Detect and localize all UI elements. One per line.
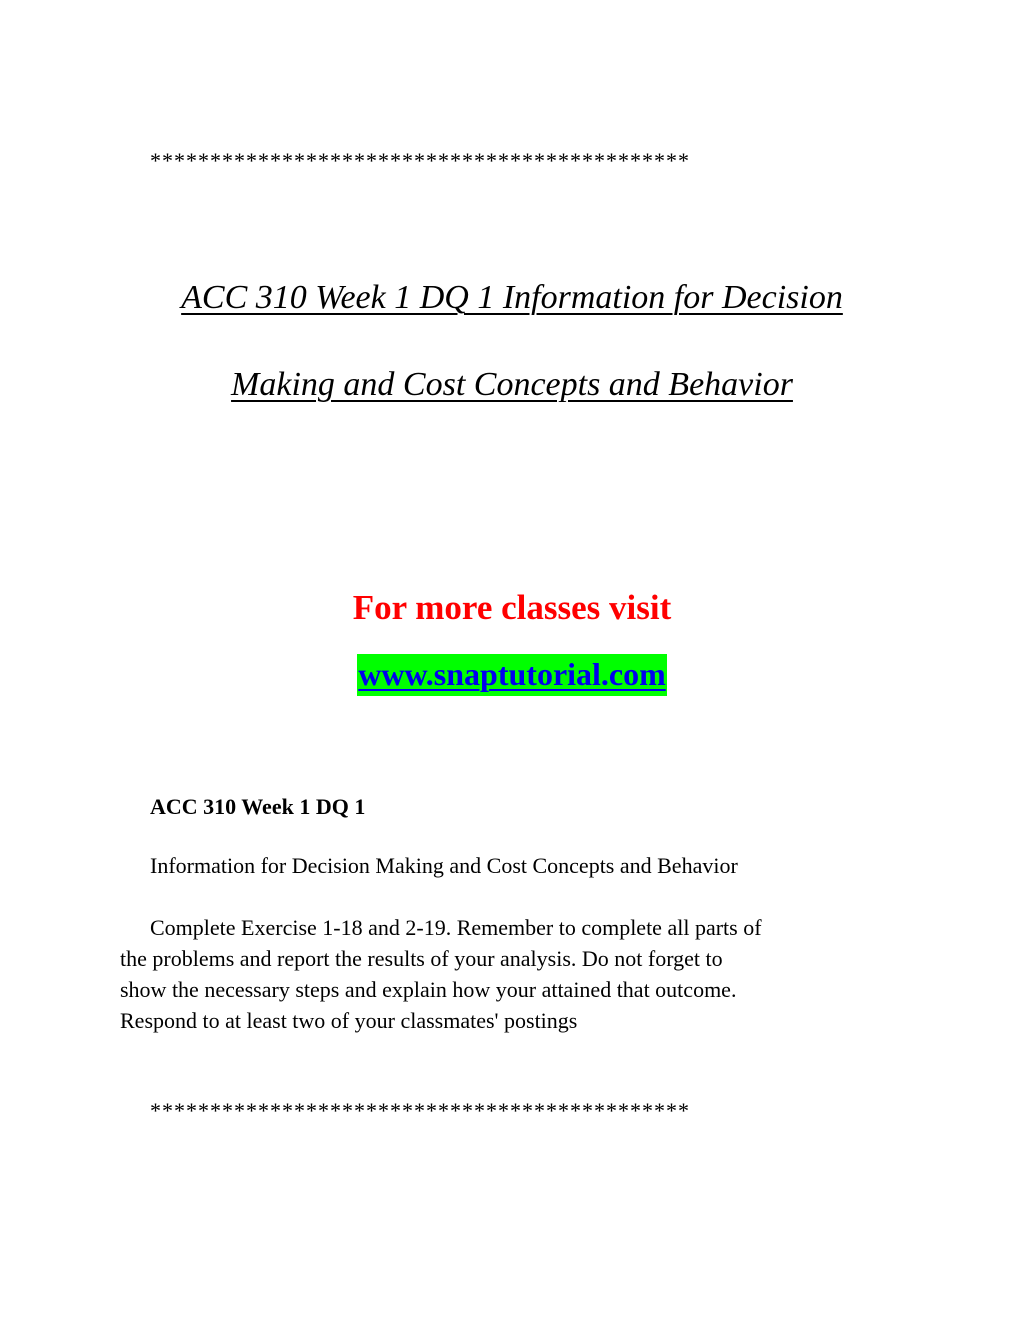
top-separator: ********************************************* <box>150 148 690 173</box>
section-subtitle: Information for Decision Making and Cost Concepts and Behavior <box>150 853 738 878</box>
body-line: the problems and report the results of your analysis. Do not forget to <box>120 946 723 971</box>
section-heading: ACC 310 Week 1 DQ 1 <box>150 794 366 819</box>
body-line: Complete Exercise 1-18 and 2-19. Remember to complete all parts of <box>150 915 762 940</box>
title-line-1: ACC 310 Week 1 DQ 1 Information for Decision <box>181 279 843 316</box>
body-line: show the necessary steps and explain how your attained that outcome. <box>120 977 737 1002</box>
body-line: Respond to at least two of your classmates' postings <box>120 1008 578 1033</box>
title-line-2: Making and Cost Concepts and Behavior <box>231 366 793 403</box>
promo-text: For more classes visit <box>352 588 672 627</box>
snaptutorial-link[interactable]: www.snaptutorial.com <box>357 654 667 696</box>
bottom-separator: ********************************************* <box>150 1098 690 1123</box>
body-paragraph <box>120 912 920 1036</box>
promo-link-container <box>0 654 1024 696</box>
